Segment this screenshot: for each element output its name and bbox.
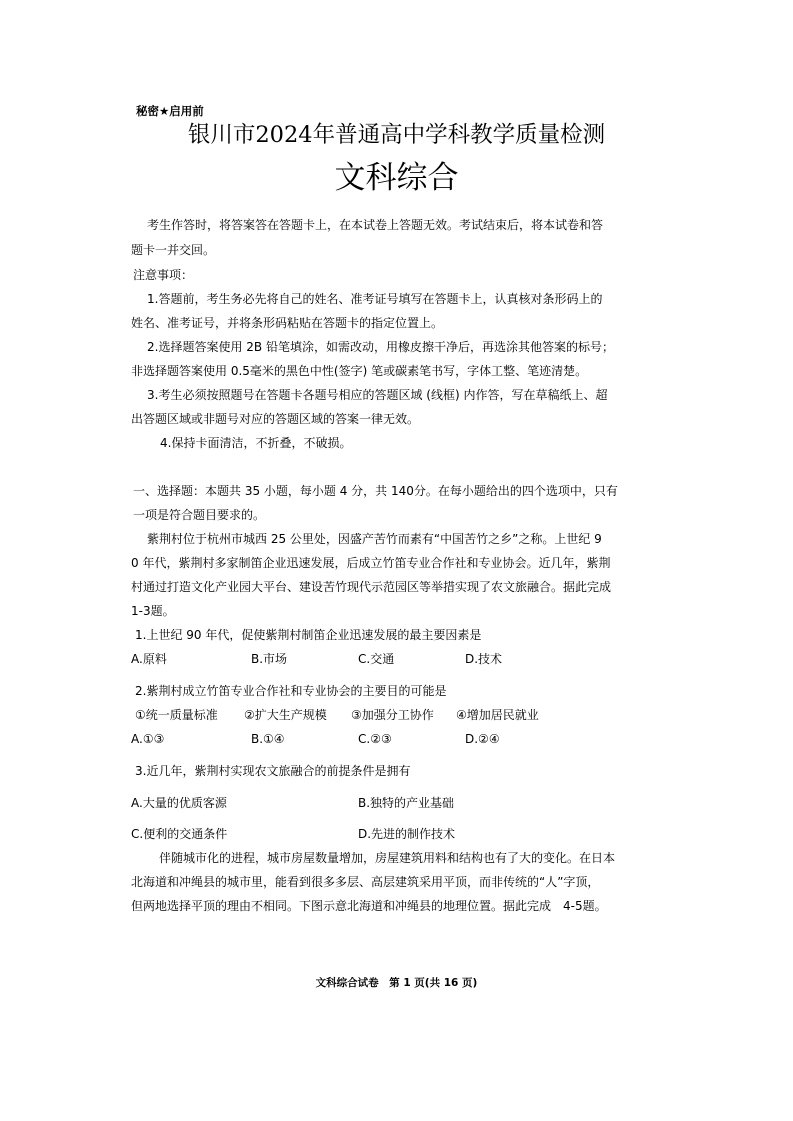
question-1-stem: 1.上世纪 90 年代，促使紫荆村制笛企业迅速发展的最主要因素是 — [135, 628, 482, 642]
question-1-option-a: A.原料 — [131, 652, 167, 666]
question-2-item-4: ④增加居民就业 — [456, 708, 539, 722]
passage-1-line-4: 1-3题。 — [131, 604, 175, 618]
note-4: 4.保持卡面清洁，不折叠，不破损。 — [160, 436, 352, 450]
passage-1-line-3: 村通过打造文化产业园大平台、建设苦竹现代示范园区等举措实现了农文旅融合。据此完成 — [131, 580, 612, 594]
note-1a: 1.答题前，考生务必先将自己的姓名、准考证号填写在答题卡上，认真核对条形码上的 — [147, 292, 603, 306]
page-footer: 文科综合试卷 第 1 页(共 16 页) — [315, 977, 478, 989]
question-2-option-a: A.①③ — [131, 732, 165, 746]
passage-2-line-2: 北海道和冲绳县的城市里，能看到很多多层、高层建筑采用平顶，而非传统的“人”字顶， — [131, 875, 600, 889]
passage-1-line-1: 紫荆村位于杭州市城西 25 公里处，因盛产苦竹而素有“中国苦竹之乡”之称。上世纪 9 — [147, 532, 602, 546]
question-3-option-b: B.独特的产业基础 — [358, 796, 455, 810]
question-2-option-b: B.①④ — [251, 732, 285, 746]
question-2-item-3: ③加强分工协作 — [351, 708, 434, 722]
question-3-stem: 3.近几年，紫荆村实现农文旅融合的前提条件是拥有 — [135, 764, 411, 778]
question-1-option-c: C.交通 — [358, 652, 395, 666]
question-1-option-b: B.市场 — [251, 652, 288, 666]
notes-heading: 注意事项： — [133, 268, 194, 282]
question-2-item-2: ②扩大生产规模 — [244, 708, 327, 722]
note-2b: 非选择题答案使用 0.5毫米的黑色中性(签字) 笔或碳素笔书写，字体工整、笔迹清楚。 — [131, 364, 588, 378]
question-2-stem: 2.紫荆村成立竹笛专业合作社和专业协会的主要目的可能是 — [135, 684, 447, 698]
section-1-line-2: 一项是符合题目要求的。 — [133, 508, 266, 522]
question-3-option-d: D.先进的制作技术 — [358, 827, 456, 841]
passage-2-line-1: 伴随城市化的进程，城市房屋数量增加，房屋建筑用料和结构也有了大的变化。在日本 — [159, 851, 616, 865]
note-1b: 姓名、准考证号，并将条形码粘贴在答题卡的指定位置上。 — [131, 316, 444, 330]
intro-line-2: 题卡一并交回。 — [131, 243, 216, 257]
question-1-option-d: D.技术 — [465, 652, 503, 666]
note-2a: 2.选择题答案使用 2B 铅笔填涂，如需改动，用橡皮擦干净后，再选涂其他答案的标号； — [147, 340, 614, 354]
subject-title: 文科综合 — [334, 160, 459, 196]
note-3a: 3.考生必须按照题号在答题卡各题号相应的答题区域 (线框) 内作答，写在草稿纸上、超 — [147, 388, 608, 402]
intro-line-1: 考生作答时，将答案答在答题卡上，在本试卷上答题无效。考试结束后，将本试卷和答 — [147, 218, 604, 232]
question-3-option-c: C.便利的交通条件 — [131, 827, 228, 841]
exam-title: 银川市2024年普通高中学科教学质量检测 — [187, 122, 606, 148]
question-3-option-a: A.大量的优质客源 — [131, 796, 227, 810]
section-1-line-1: 一、选择题：本题共 35 小题，每小题 4 分，共 140分。在每小题给出的四个选项中，只有 — [133, 484, 618, 498]
question-2-option-c: C.②③ — [358, 732, 392, 746]
note-3b: 出答题区域或非题号对应的答题区域的答案一律无效。 — [131, 412, 420, 426]
passage-1-line-2: 0 年代，紫荆村多家制笛企业迅速发展，后成立竹笛专业合作社和专业协会。近几年，紫荆 — [131, 556, 611, 570]
question-2-item-1: ①统一质量标准 — [135, 708, 218, 722]
secret-label: 秘密★启用前 — [136, 104, 204, 118]
passage-2-line-3: 但两地选择平顶的理由不相同。下图示意北海道和冲绳县的地理位置。据此完成 4-5题。 — [131, 899, 607, 913]
question-2-option-d: D.②④ — [465, 732, 500, 746]
